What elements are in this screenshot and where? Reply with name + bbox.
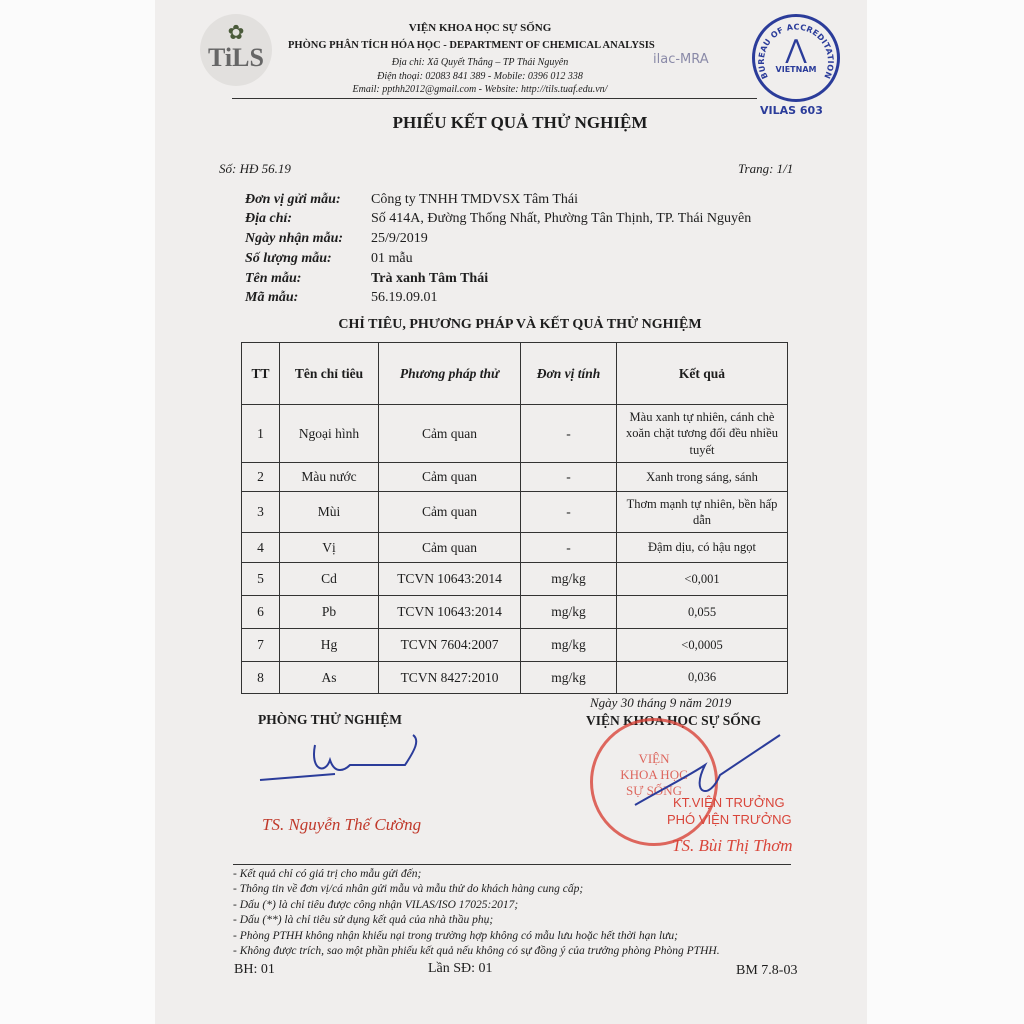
method-cell: TCVN 10643:2014 [379, 563, 521, 596]
criterion-cell: Pb [280, 596, 379, 629]
result-cell: Màu xanh tự nhiên, cánh chè xoăn chặt tương đối đều nhiều tuyết [617, 405, 788, 463]
footer-form-code: BM 7.8-03 [736, 963, 798, 978]
footer-revision: Lần SĐ: 01 [428, 961, 493, 976]
table-row [242, 662, 788, 694]
svg-text:BUREAU OF ACCREDITATION: BUREAU OF ACCREDITATION [756, 22, 836, 81]
director-role: KT.VIỆN TRƯỞNG [673, 795, 785, 810]
header-rule [232, 98, 757, 99]
table-row [242, 533, 788, 563]
method-cell: Cảm quan [379, 533, 521, 563]
unit-cell: - [521, 533, 617, 563]
table-row [242, 563, 788, 596]
page-number: Trang: 1/1 [738, 161, 794, 176]
criterion-cell: Hg [280, 629, 379, 662]
method-cell: TCVN 10643:2014 [379, 596, 521, 629]
note: - Phòng PTHH không nhận khiếu nại trong trường hợp không có mẫu lưu hoặc hết thời hạn lưu; [233, 930, 679, 942]
table-row [242, 492, 788, 533]
header-cell: TT [242, 343, 280, 405]
row-number-cell: 5 [242, 563, 280, 596]
header-cell: Phương pháp thử [379, 343, 521, 405]
department-name: PHÒNG PHÂN TÍCH HÓA HỌC - DEPARTMENT OF CHEMICAL ANALYSIS [288, 40, 655, 51]
table-row [242, 596, 788, 629]
result-cell: Thơm mạnh tự nhiên, bền hấp dẫn [617, 492, 788, 533]
info-label: Địa chỉ: [245, 211, 293, 226]
unit-cell: mg/kg [521, 563, 617, 596]
footer-bh: BH: 01 [234, 962, 275, 977]
unit-cell: mg/kg [521, 629, 617, 662]
info-label: Mã mẫu: [245, 290, 299, 305]
header-cell: Đơn vị tính [521, 343, 617, 405]
notes-rule [233, 864, 791, 865]
results-table [241, 342, 788, 694]
header-cell: Tên chỉ tiêu [280, 343, 379, 405]
section-title: CHỈ TIÊU, PHƯƠNG PHÁP VÀ KẾT QUẢ THỬ NGHIỆM [338, 317, 702, 332]
info-label: Đơn vị gửi mẫu: [245, 192, 341, 207]
phone: Điện thoại: 02083 841 389 - Mobile: 0396 012 338 [377, 71, 583, 82]
table-row [242, 629, 788, 662]
table-row [242, 405, 788, 463]
document-number: Số: HĐ 56.19 [219, 161, 291, 176]
unit-cell: - [521, 405, 617, 463]
note: - Dấu (*) là chỉ tiêu được công nhận VILAS/ISO 17025:2017; [233, 899, 519, 911]
info-value: 25/9/2019 [371, 231, 428, 246]
ilac-mra-mark: ilac-MRA [653, 52, 709, 67]
row-number-cell: 6 [242, 596, 280, 629]
result-cell: <0,0005 [617, 629, 788, 662]
header-cell: Kết quả [617, 343, 788, 405]
unit-cell: mg/kg [521, 662, 617, 694]
method-cell: TCVN 8427:2010 [379, 662, 521, 694]
row-number-cell: 8 [242, 662, 280, 694]
criterion-cell: Cd [280, 563, 379, 596]
unit-cell: - [521, 463, 617, 492]
row-number-cell: 7 [242, 629, 280, 662]
info-value: Trà xanh Tâm Thái [371, 271, 489, 286]
method-cell: Cảm quan [379, 492, 521, 533]
row-number-cell: 3 [242, 492, 280, 533]
row-number-cell: 1 [242, 405, 280, 463]
institute-sign-title: VIỆN KHOA HỌC SỰ SỐNG [586, 713, 762, 728]
criterion-cell: Mùi [280, 492, 379, 533]
method-cell: TCVN 7604:2007 [379, 629, 521, 662]
director-name: TS. Bùi Thị Thơm [672, 836, 793, 855]
director-role: PHÓ VIỆN TRƯỞNG [667, 812, 792, 827]
criterion-cell: Màu nước [280, 463, 379, 492]
row-number-cell: 2 [242, 463, 280, 492]
result-cell: 0,036 [617, 662, 788, 694]
result-cell: 0,055 [617, 596, 788, 629]
lab-sign-title: PHÒNG THỬ NGHIỆM [258, 712, 403, 727]
institute-stamp: VIỆN KHOA HỌC SỰ SỐNG [590, 718, 718, 846]
note: - Kết quả chỉ có giá trị cho mẫu gửi đến; [233, 868, 422, 880]
info-label: Ngày nhận mẫu: [245, 231, 344, 246]
method-cell: Cảm quan [379, 405, 521, 463]
lab-signer-name: TS. Nguyễn Thế Cường [262, 815, 422, 834]
table-row [242, 463, 788, 492]
criterion-cell: As [280, 662, 379, 694]
criterion-cell: Vị [280, 533, 379, 563]
note: - Thông tin về đơn vị/cá nhân gửi mẫu và mẫu thử do khách hàng cung cấp; [233, 883, 584, 895]
info-value: 56.19.09.01 [371, 290, 438, 305]
unit-cell: - [521, 492, 617, 533]
table-header-row [242, 343, 788, 405]
result-cell: Xanh trong sáng, sánh [617, 463, 788, 492]
unit-cell: mg/kg [521, 596, 617, 629]
info-label: Số lượng mẫu: [245, 251, 332, 266]
result-cell: <0,001 [617, 563, 788, 596]
tils-logo: ✿ TiLS [200, 14, 272, 86]
info-label: Tên mẫu: [245, 271, 302, 286]
info-value: Số 414A, Đường Thống Nhất, Phường Tân Thịnh, TP. Thái Nguyên [371, 211, 752, 226]
row-number-cell: 4 [242, 533, 280, 563]
email-website: Email: ppthh2012@gmail.com - Website: http://tils.tuaf.edu.vn/ [352, 84, 608, 95]
result-cell: Đậm dịu, có hậu ngọt [617, 533, 788, 563]
criterion-cell: Ngoại hình [280, 405, 379, 463]
document-title: PHIẾU KẾT QUẢ THỬ NGHIỆM [392, 113, 648, 132]
lab-signature [255, 730, 425, 790]
vilas-number: VILAS 603 [760, 104, 823, 117]
sign-date: Ngày 30 tháng 9 năm 2019 [590, 695, 732, 710]
accreditation-seal: BUREAU OF ACCREDITATION ⋀ VIETNAM [752, 14, 840, 102]
method-cell: Cảm quan [379, 463, 521, 492]
info-value: 01 mẫu [371, 251, 413, 266]
address: Địa chỉ: Xã Quyết Thắng – TP Thái Nguyên [391, 57, 569, 68]
institute-name: VIỆN KHOA HỌC SỰ SỐNG [408, 22, 552, 34]
info-value: Công ty TNHH TMDVSX Tâm Thái [371, 192, 579, 207]
note: - Không được trích, sao một phần phiếu kết quả nếu không có sự đồng ý của trưởng phòng Phòng PTHH. [233, 945, 720, 957]
note: - Dấu (**) là chỉ tiêu sử dụng kết quả của nhà thầu phụ; [233, 914, 494, 926]
